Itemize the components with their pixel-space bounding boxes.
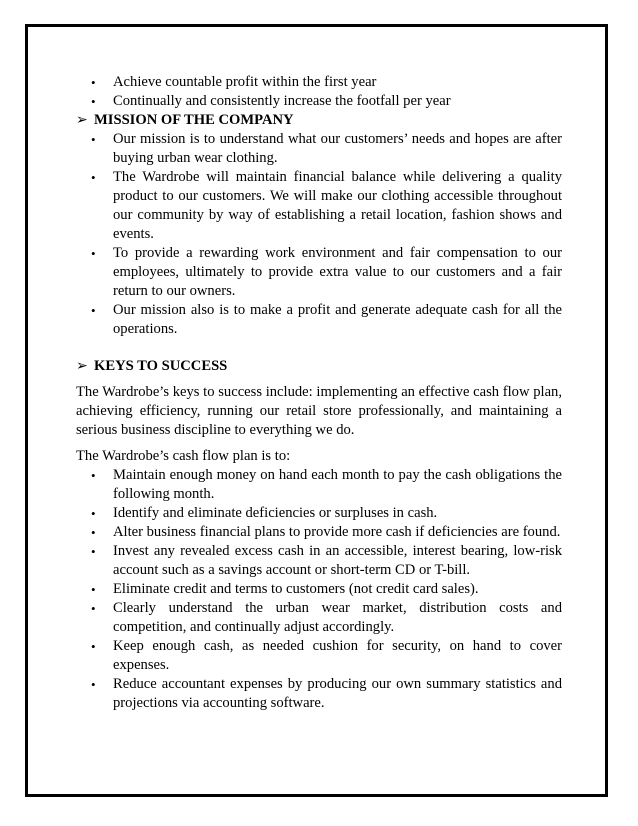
list-item-text: Continually and consistently increase the footfall per year (113, 93, 451, 109)
bullet-icon: • (91, 544, 96, 559)
cash-flow-intro: The Wardrobe’s cash flow plan is to: (76, 448, 291, 464)
list-item (76, 580, 562, 599)
list-item-text: Alter business financial plans to provide more cash if deficiencies are found. (113, 524, 561, 540)
mission-heading (76, 111, 562, 130)
arrow-bullet-icon: ➢ (76, 359, 88, 374)
list-item (76, 504, 562, 523)
list-item (76, 466, 562, 504)
keys-heading-text: KEYS TO SUCCESS (94, 358, 228, 374)
bullet-icon: • (91, 468, 96, 483)
list-item (76, 244, 562, 301)
list-item (76, 523, 562, 542)
goals-list (76, 73, 562, 111)
list-item (76, 675, 562, 713)
arrow-bullet-icon: ➢ (76, 113, 88, 128)
bullet-icon: • (91, 75, 96, 90)
bullet-icon: • (91, 94, 96, 109)
bullet-icon: • (91, 303, 96, 318)
list-item-text: Clearly understand the urban wear market, distribution costs and competition, and continually adjust accordingly. (113, 600, 562, 635)
keys-paragraph: The Wardrobe’s keys to success include: implementing an effective cash flow plan, achieving efficiency, running our retail store professionally, and maintaining a serious business discipline to everything we do. (76, 384, 562, 438)
list-item-text: Our mission also is to make a profit and generate adequate cash for all the operations. (113, 302, 562, 337)
bullet-icon: • (91, 582, 96, 597)
document-body (76, 73, 562, 713)
bullet-icon: • (91, 639, 96, 654)
list-item-text: The Wardrobe will maintain financial balance while delivering a quality product to our customers. We will make our clothing accessible throughout our community by way of establishing a retail location, fashion shows and events. (113, 169, 562, 242)
list-item-text: Reduce accountant expenses by producing our own summary statistics and projections via accounting software. (113, 676, 562, 711)
list-item (76, 637, 562, 675)
list-item (76, 301, 562, 339)
bullet-icon: • (91, 170, 96, 185)
list-item-text: Our mission is to understand what our customers’ needs and hopes are after buying urban wear clothing. (113, 131, 562, 166)
bullet-icon: • (91, 601, 96, 616)
list-item-text: To provide a rewarding work environment and fair compensation to our employees, ultimately to provide extra value to our customers and a fair return to our owners. (113, 245, 562, 299)
list-item (76, 168, 562, 244)
list-item-text: Eliminate credit and terms to customers (not credit card sales). (113, 581, 479, 597)
keys-heading (76, 357, 562, 376)
list-item-text: Invest any revealed excess cash in an accessible, interest bearing, low-risk account such as a savings account or short-term CD or T-bill. (113, 543, 562, 578)
list-item (76, 92, 562, 111)
list-item (76, 130, 562, 168)
bullet-icon: • (91, 506, 96, 521)
mission-list (76, 130, 562, 339)
list-item-text: Identify and eliminate deficiencies or surpluses in cash. (113, 505, 438, 521)
list-item-text: Maintain enough money on hand each month to pay the cash obligations the following month. (113, 467, 562, 502)
list-item (76, 599, 562, 637)
list-item-text: Keep enough cash, as needed cushion for security, on hand to cover expenses. (113, 638, 562, 673)
cash-flow-list (76, 466, 562, 713)
bullet-icon: • (91, 677, 96, 692)
list-item (76, 73, 562, 92)
mission-heading-text: MISSION OF THE COMPANY (94, 112, 294, 128)
bullet-icon: • (91, 525, 96, 540)
list-item (76, 542, 562, 580)
bullet-icon: • (91, 246, 96, 261)
list-item-text: Achieve countable profit within the first year (113, 74, 377, 90)
bullet-icon: • (91, 132, 96, 147)
